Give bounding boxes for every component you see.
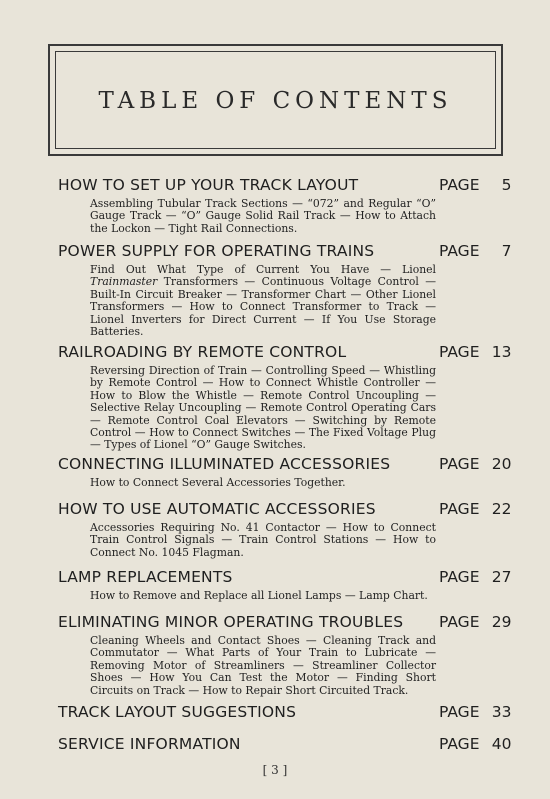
page-number: 20 [491, 455, 512, 473]
toc-entry-remote-control [58, 343, 512, 452]
toc-entry-heading-row [58, 500, 512, 522]
toc-entry-track-layout [58, 176, 512, 235]
toc-entry-power-supply [58, 242, 512, 339]
page-number: 22 [491, 500, 512, 518]
toc-entry-heading-row [58, 242, 512, 264]
title-frame [48, 44, 503, 156]
toc-entry-heading: HOW TO USE AUTOMATIC ACCESSORIES [58, 500, 376, 518]
toc-entry-page [439, 242, 512, 260]
toc-entry-heading: LAMP REPLACEMENTS [58, 568, 233, 586]
page-title: TABLE OF CONTENTS [98, 88, 453, 114]
toc-entry-page [439, 343, 512, 361]
toc-entry-automatic-accessories [58, 500, 512, 559]
page-word: PAGE [439, 343, 480, 361]
page-number-footer: [ 3 ] [262, 763, 288, 777]
page-number: 7 [501, 242, 512, 260]
page-number: 5 [501, 176, 512, 194]
page-word: PAGE [439, 613, 480, 631]
page-number: 27 [491, 568, 512, 586]
toc-entry-heading-row [58, 343, 512, 365]
toc-entry-heading: SERVICE INFORMATION [58, 735, 241, 753]
page-number: 33 [491, 703, 512, 721]
toc-entry-heading-row [58, 176, 512, 198]
toc-entry-heading-row [58, 703, 512, 725]
toc-entry-page [439, 703, 512, 721]
description-text: Transformers — Continuous Voltage Control — Built-In Circuit Breaker — Transformer Chart — Other Lionel Transformers — How to Connect Transformer to Track — Lionel Inverters for Direct Current — If You Use Storage Batteries. [90, 275, 436, 339]
toc-entry-track-layout-suggestions [58, 703, 512, 725]
toc-entry-page [439, 568, 512, 586]
toc-entry-description [90, 264, 436, 338]
toc-entry-operating-troubles [58, 613, 512, 697]
toc-entry-heading: HOW TO SET UP YOUR TRACK LAYOUT [58, 176, 359, 194]
description-text: Find Out What Type of Current You Have — Lionel [90, 263, 436, 276]
page-word: PAGE [439, 568, 480, 586]
toc-entry-heading: RAILROADING BY REMOTE CONTROL [58, 343, 347, 361]
toc-entry-page [439, 455, 512, 473]
toc-entry-heading: ELIMINATING MINOR OPERATING TROUBLES [58, 613, 404, 631]
page-word: PAGE [439, 242, 480, 260]
toc-entry-description: Cleaning Wheels and Contact Shoes — Cleaning Track and Commutator — What Parts of Your Train to Lubricate — Removing Motor of Streamliners — Streamliner Collector Shoes — How You Can Test the Motor — Finding Short Circuits on Track — How to Repair Short Circuited Track. [90, 634, 436, 697]
toc-entry-lamp-replacements [58, 568, 512, 602]
toc-entry-description: Accessories Requiring No. 41 Contactor — How to Connect Train Control Signals — Train Control Stations — How to Connect No. 1045 Flagman. [90, 521, 436, 559]
page-number: 40 [491, 735, 512, 753]
toc-entry-heading: CONNECTING ILLUMINATED ACCESSORIES [58, 455, 391, 473]
toc-entry-page [439, 500, 512, 518]
toc-entry-heading: TRACK LAYOUT SUGGESTIONS [58, 703, 297, 721]
toc-entry-heading-row [58, 613, 512, 635]
page-word: PAGE [439, 703, 480, 721]
toc-entry-page [439, 613, 512, 631]
toc-entry-description: How to Remove and Replace all Lionel Lamps — Lamp Chart. [90, 589, 428, 602]
page-number: 13 [491, 343, 512, 361]
toc-entry-heading: POWER SUPPLY FOR OPERATING TRAINS [58, 242, 375, 260]
toc-entry-heading-row [58, 455, 512, 477]
page-word: PAGE [439, 176, 480, 194]
toc-entry-page [439, 735, 512, 753]
toc-entry-description: Reversing Direction of Train — Controlling Speed — Whistling by Remote Control — How to Connect Whistle Controller — How to Blow the Whistle — Remote Control Uncoupling — Selective Relay Uncoupling — Remote Control Operating Cars — Remote Control Coal Elevators — Switching by Remote Control — How to Connect Switches — The Fixed Voltage Plug — Types of Lionel “O” Gauge Switches. [90, 364, 436, 452]
description-italic-text: Trainmaster [90, 275, 158, 289]
toc-entry-description: Assembling Tubular Track Sections — “072” and Regular “O” Gauge Track — “O” Gauge Solid Rail Track — How to Attach the Lockon — Tight Rail Connections. [90, 197, 436, 235]
toc-entry-service-information [58, 735, 512, 757]
toc-entry-heading-row [58, 568, 512, 590]
toc-entry-description: How to Connect Several Accessories Together. [90, 476, 346, 489]
toc-entry-heading-row [58, 735, 512, 757]
page-word: PAGE [439, 500, 480, 518]
page-number: 29 [491, 613, 512, 631]
toc-entry-page [439, 176, 512, 194]
page-word: PAGE [439, 455, 480, 473]
toc-entry-illuminated-accessories [58, 455, 512, 489]
page-word: PAGE [439, 735, 480, 753]
